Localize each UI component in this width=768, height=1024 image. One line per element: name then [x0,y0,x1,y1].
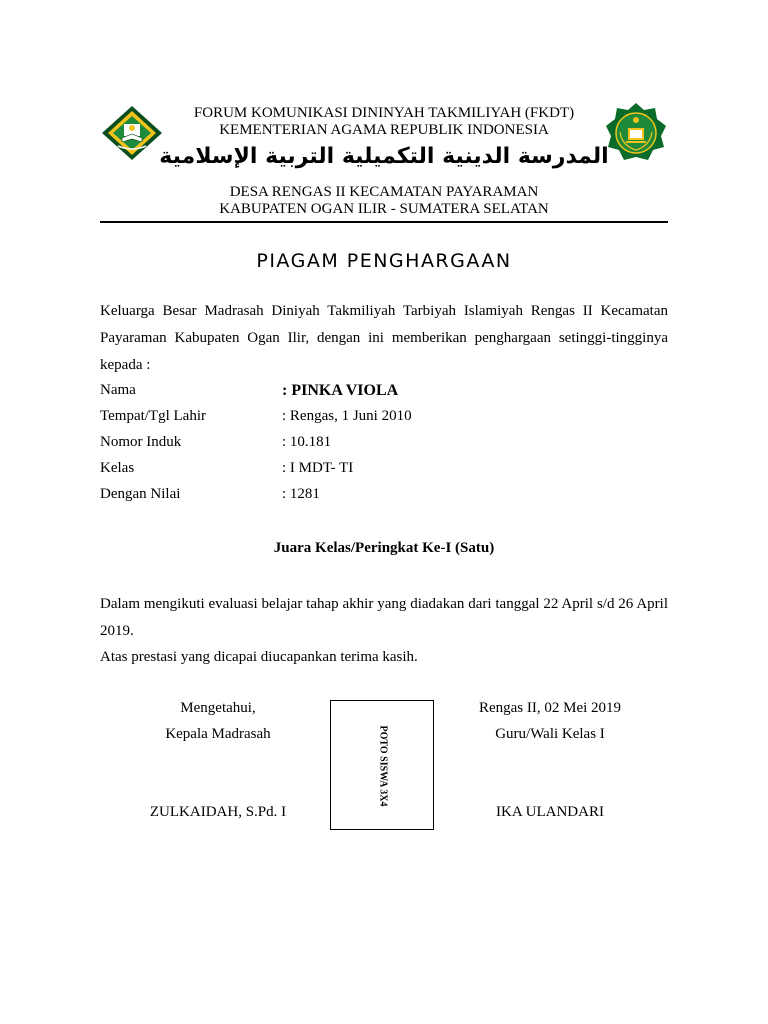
sign-right-date: Rengas II, 02 Mei 2019 [478,700,622,716]
field-value-class: : I MDT- TI [282,460,354,476]
achievement-line: Juara Kelas/Peringkat Ke-I (Satu) [273,540,495,556]
field-value-student-id: : 10.181 [282,434,332,450]
sign-right-role: Guru/Wali Kelas I [495,726,605,742]
header-arabic-line: المدرسة الدينية التكميلية التربية الإسلامية [159,144,609,169]
photo-placeholder [330,700,434,830]
field-value-name: : PINKA VIOLA [282,382,399,399]
field-value-birth: : Rengas, 1 Juni 2010 [282,408,412,424]
field-label-class: Kelas [100,460,135,476]
sign-left-name: ZULKAIDAH, S.Pd. I [149,804,287,820]
header-ministry-line: KEMENTERIAN AGAMA REPUBLIK INDONESIA [219,122,549,138]
certificate-title: PIAGAM PENGHARGAAN [256,250,512,272]
sign-right-name: IKA ULANDARI [496,804,604,820]
intro-paragraph: Keluarga Besar Madrasah Diniyah Takmiliyah Tarbiyah Islamiyah Rengas II Kecamatan Payaraman Kabupaten Ogan Ilir, dengan ini memberikan penghargaan setinggi-tingginya kepada : [100,303,668,373]
field-label-student-id: Nomor Induk [100,434,182,450]
field-label-birth: Tempat/Tgl Lahir [100,408,206,424]
header-org-line: FORUM KOMUNIKASI DININYAH TAKMILIYAH (FKDT) [193,105,575,121]
field-value-score: : 1281 [282,486,320,502]
sign-left-role: Kepala Madrasah [165,726,271,742]
photo-label: POTO SISWA 3X4 [377,725,389,807]
field-label-name: Nama [100,382,136,398]
header-regency-line: KABUPATEN OGAN ILIR - SUMATERA SELATAN [219,201,549,217]
evaluation-paragraph: Dalam mengikuti evaluasi belajar tahap akhir yang diadakan dari tanggal 22 April s/d 26 April 2019. [100,596,668,639]
field-label-score: Dengan Nilai [100,486,181,502]
sign-left-known: Mengetahui, [180,700,256,716]
header-village-line: DESA RENGAS II KECAMATAN PAYARAMAN [229,184,539,200]
header-divider [100,221,668,223]
thanks-paragraph: Atas prestasi yang dicapai diucapankan terima kasih. [100,649,418,665]
